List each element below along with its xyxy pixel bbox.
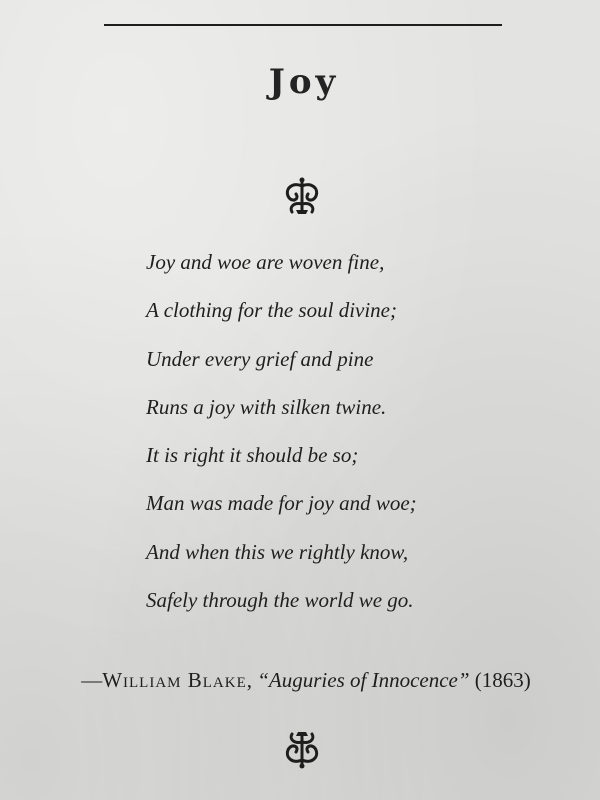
poem-line: And when this we rightly know,: [146, 539, 409, 564]
attribution-separator: ,: [246, 668, 258, 692]
fleuron-icon: [279, 176, 325, 216]
poem-line: Under every grief and pine: [146, 346, 374, 371]
poem-line: It is right it should be so;: [146, 443, 359, 468]
poem-line: Runs a joy with silken twine.: [146, 394, 387, 419]
poem-title: Joy: [268, 62, 340, 102]
attribution-dash: —: [81, 668, 103, 692]
attribution: [0, 668, 600, 693]
poem-stanza: [146, 250, 417, 636]
fleuron-icon: [279, 730, 325, 770]
poem-line: A clothing for the soul divine;: [146, 298, 397, 323]
top-rule: [104, 24, 502, 26]
poem-line: Joy and woe are woven fine,: [146, 250, 385, 274]
attribution-work: “Auguries of Innocence”: [257, 668, 470, 692]
poem-line: Safely through the world we go.: [146, 588, 414, 613]
attribution-year: (1863): [469, 668, 531, 692]
poem-line: Man was made for joy and woe;: [146, 491, 417, 516]
attribution-author: William Blake: [102, 668, 247, 692]
